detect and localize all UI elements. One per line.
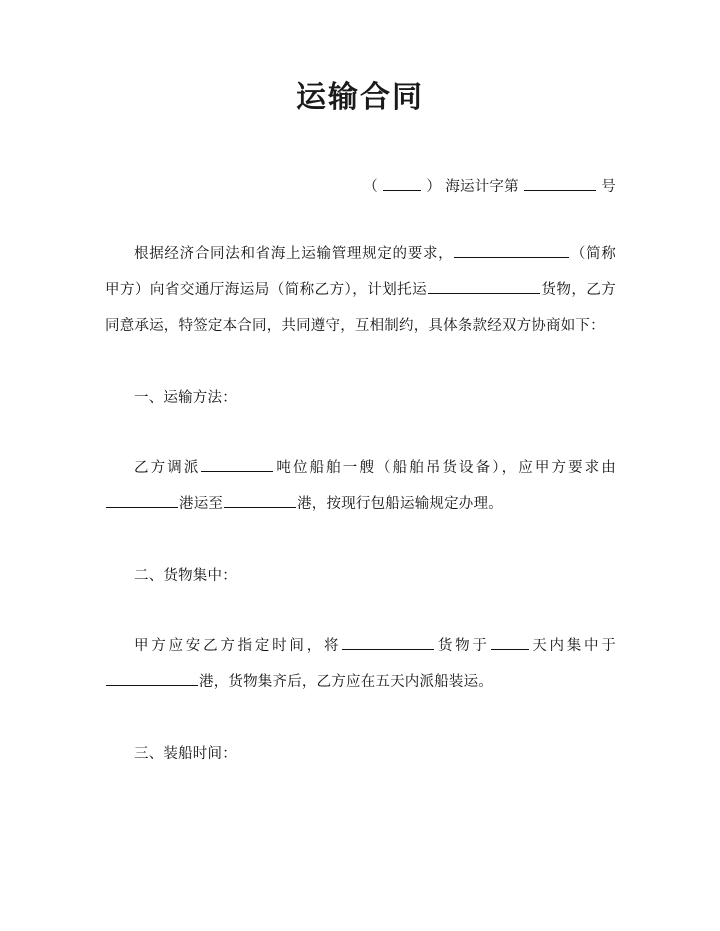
spacer-before-section-3 [105,700,616,736]
section-2-text-2: 货物于 [435,638,490,654]
page-title: 运输合同 [296,81,424,114]
spacer-before-section-1 [105,344,616,380]
section-heading-2: 二、货物集中： [134,568,237,584]
document-body [0,236,720,772]
vessel-tonnage-blank[interactable] [201,456,273,472]
section-2-text-3: 天内集中于 [529,638,616,654]
section-heading-1: 一、运输方法： [134,390,237,406]
preamble-text-3: 向省交通厅海运局（简称乙方），计划托运 [149,282,428,298]
preamble-paragraph [105,236,616,344]
origin-port-blank[interactable] [106,492,178,508]
reference-open-paren: （ [363,179,378,195]
preamble-text-2: （简称甲方） [105,246,616,298]
reference-label: 海运计字第 [445,179,519,195]
section-2-body [105,628,616,700]
section-1-text-5: 港，按现行包船运输规定办理。 [297,496,503,512]
spacer-after-section-1-heading [105,416,616,450]
section-1-text-3: 港 [179,496,194,512]
preamble-text-1: 根据经济合同法和省海上运输管理规定的要求， [134,246,454,262]
party-a-name-blank[interactable] [454,242,569,258]
preamble-text-5: 特签定本合同，共同遵守，互相制约，具体条款经双方协商如下： [178,318,605,334]
section-2-text-4: 港，货物集齐后，乙方应在五天内派船装运。 [199,674,493,690]
section-1-body [105,450,616,522]
section-1-text-4: 运至 [193,496,224,512]
reference-close-paren: ） [426,179,442,195]
spacer-after-section-2-heading [105,594,616,628]
reference-year-blank[interactable] [383,175,421,191]
spacer-before-section-2 [105,522,616,558]
contract-reference-line [0,118,720,200]
cargo-collect-name-blank[interactable] [342,634,434,650]
reference-number-blank[interactable] [524,175,596,191]
collect-port-blank[interactable] [106,670,198,686]
section-1-text-1: 乙方调派 [134,460,201,476]
reference-suffix: 号 [601,179,616,195]
section-2-text-1: 甲方应安乙方指定时间，将 [134,638,342,654]
collect-days-blank[interactable] [491,634,529,650]
destination-port-blank[interactable] [224,492,296,508]
section-heading-3: 三、装船时间： [134,746,237,762]
spacer-after-reference [0,200,720,236]
section-1-text-2: 吨位船舶一艘（船舶吊货设备），应甲方要求由 [274,460,616,476]
preamble-text-4: 货物，乙方同意承运， [105,282,616,334]
cargo-name-blank[interactable] [428,278,540,294]
